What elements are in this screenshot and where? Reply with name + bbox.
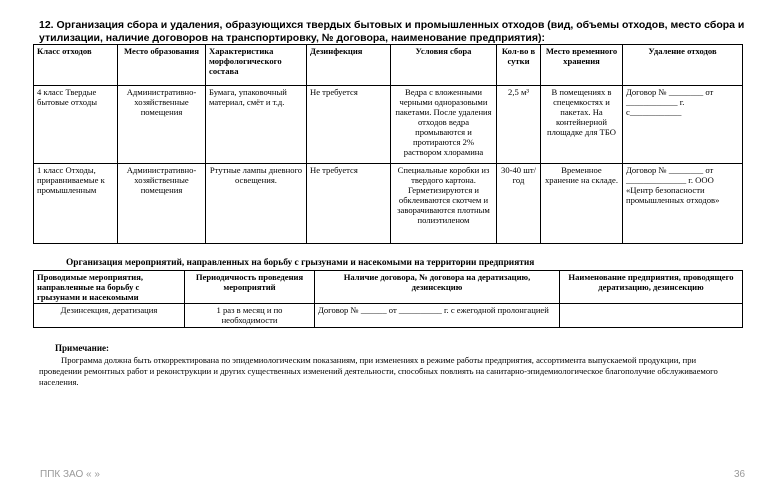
cell-company <box>560 304 743 328</box>
cell-place: Административно-хозяйственные помещения <box>118 164 206 244</box>
cell-amount: 30-40 шт/год <box>497 164 541 244</box>
pest-control-title: Организация мероприятий, направленных на борьбу с грызунами и насекомыми на территории предприятия <box>66 258 535 268</box>
note-title: Примечание: <box>55 343 110 353</box>
section-heading: 12. Организация сбора и удаления, образующихся твердых бытовых и промышленных отходов (вид, объемы отходов, место сбора и утилизации, наличие договоров на транспортировку, № договора, наименование предприятия): <box>39 19 745 44</box>
cell-conditions: Ведра с вложенными черными одноразовыми пакетами. После удаления отходов ведра промываются и протираются 2% раствором хлорамина <box>391 86 497 164</box>
col-place: Место образования <box>118 45 206 86</box>
col-disinfection: Дезинфекция <box>307 45 391 86</box>
cell-morphology: Бумага, упаковочный материал, смёт и т.д. <box>206 86 307 164</box>
col-storage: Место временного хранения <box>541 45 623 86</box>
col-contract: Наличие договора, № договора на дератизацию, дезинсекцию <box>315 271 560 304</box>
table-row <box>34 164 743 244</box>
cell-disinfection: Не требуется <box>307 86 391 164</box>
cell-class: 1 класс Отходы, приравниваемые к промышленным <box>34 164 118 244</box>
note-text: Программа должна быть откорректирована по эпидемиологическим показаниям, при изменениях в режиме работы предприятия, ассортимента выпускаемой продукции, при проведении ремонтных работ и реконструкции и других существенных изменений деятельности, способных повлиять на санитарно-эпидемиологическое благополучие обслуживаемого населения. <box>39 355 718 387</box>
col-frequency: Периодичность проведения мероприятий <box>185 271 315 304</box>
table-row <box>34 86 743 164</box>
cell-contract: Договор № ______ от __________ г. с ежегодной пролонгацией <box>315 304 560 328</box>
cell-removal: Договор № ________ от ____________ г. с____________ <box>623 86 743 164</box>
cell-class: 4 класс Твердые бытовые отходы <box>34 86 118 164</box>
cell-morphology: Ртутные лампы дневного освещения. <box>206 164 307 244</box>
cell-frequency: 1 раз в месяц и по необходимости <box>185 304 315 328</box>
cell-removal: Договор № ________ от ______________ г. ООО «Центр безопасности промышленных отходов» <box>623 164 743 244</box>
page-number: 36 <box>734 469 746 480</box>
col-amount: Кол-во в сутки <box>497 45 541 86</box>
cell-amount: 2,5 м³ <box>497 86 541 164</box>
col-conditions: Условия сбора <box>391 45 497 86</box>
cell-conditions: Специальные коробки из твердого картона. Герметизируются и обклеиваются скотчем и заворачиваются плотным полиэтиленом <box>391 164 497 244</box>
col-morphology: Характеристика морфологического состава <box>206 45 307 86</box>
pest-control-table <box>33 270 743 328</box>
col-class: Класс отходов <box>34 45 118 86</box>
col-measures: Проводимые мероприятия, направленные на борьбу с грызунами и насекомыми <box>34 271 185 304</box>
cell-measures: Дезинсекция, дератизация <box>34 304 185 328</box>
table-row <box>34 304 743 328</box>
col-company: Наименование предприятия, проводящего дератизацию, дезинсекцию <box>560 271 743 304</box>
waste-table <box>33 44 743 244</box>
pest-table-header <box>34 271 743 304</box>
col-removal: Удаление отходов <box>623 45 743 86</box>
cell-disinfection: Не требуется <box>307 164 391 244</box>
waste-table-header <box>34 45 743 86</box>
cell-place: Административно-хозяйственные помещения <box>118 86 206 164</box>
cell-storage: Временное хранение на складе. <box>541 164 623 244</box>
footer-company: ППК ЗАО « » <box>40 469 100 480</box>
cell-storage: В помещениях в спецемкостях и пакетах. На контейнерной площадке для ТБО <box>541 86 623 164</box>
